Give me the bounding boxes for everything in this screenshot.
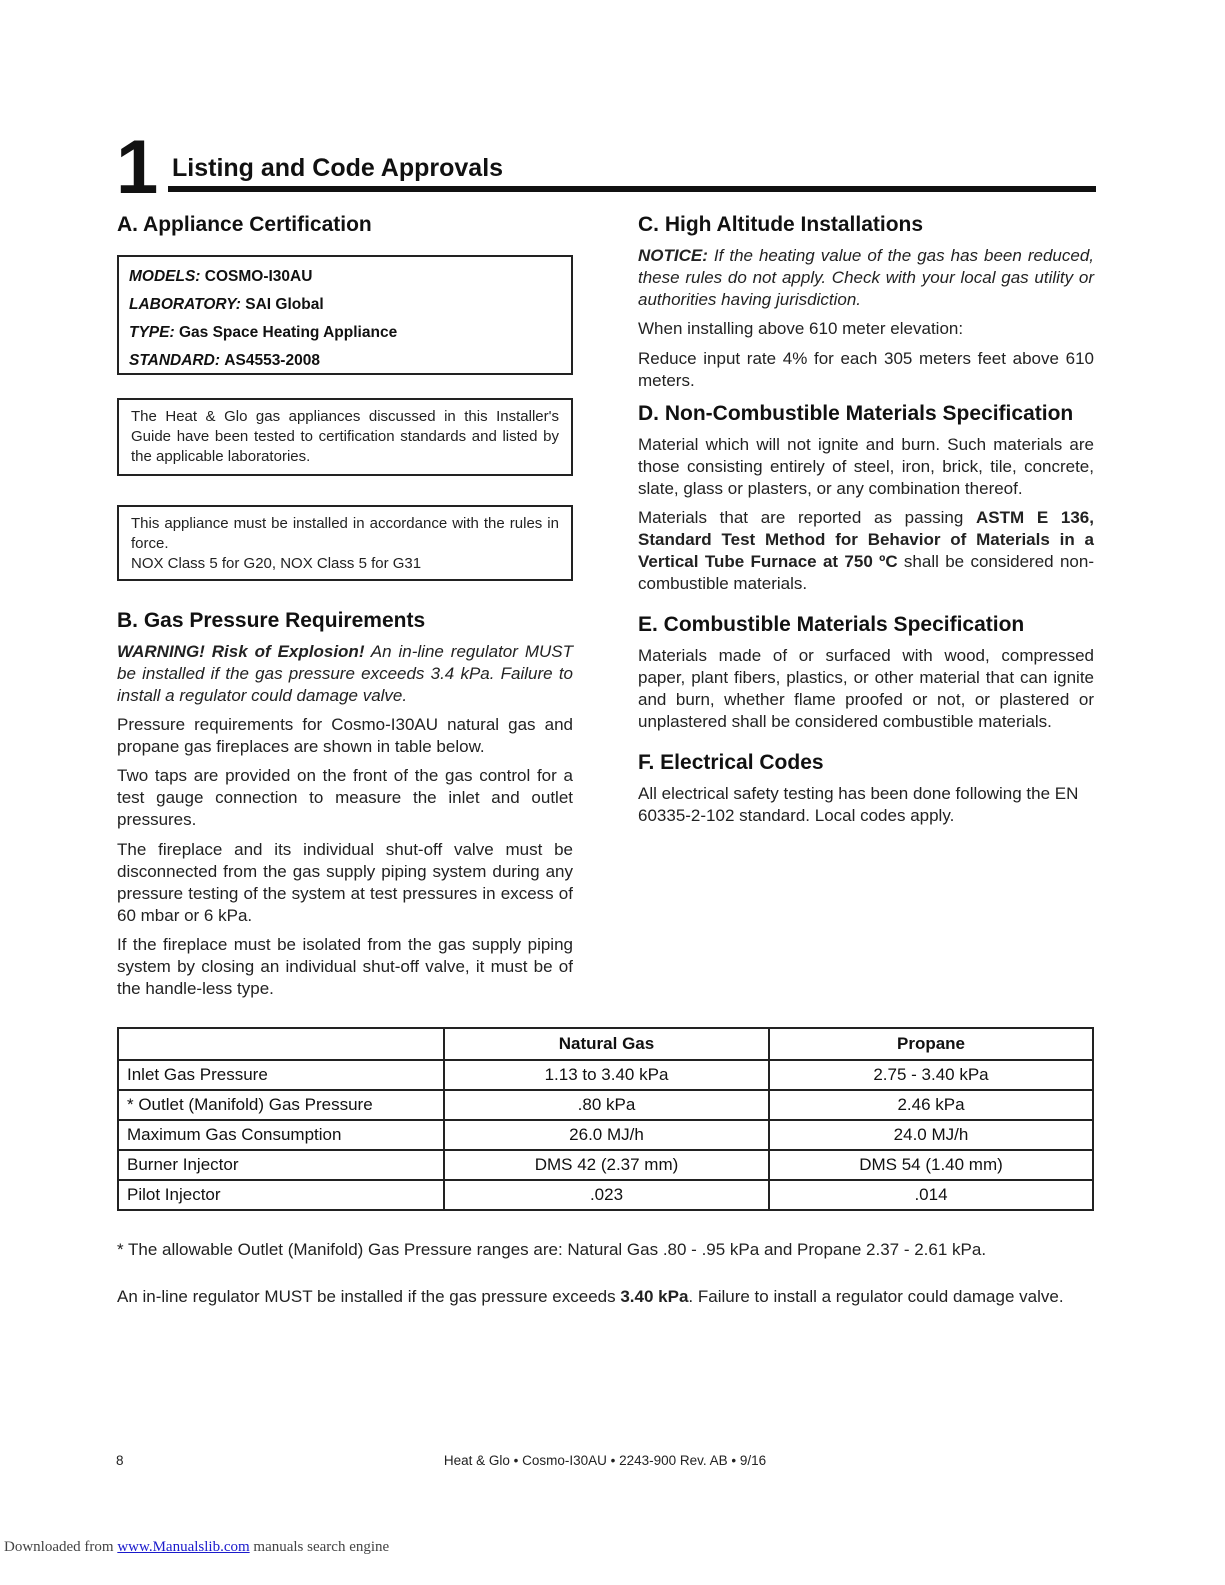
disconnect-text: The fireplace and its individual shut-off valve must be disconnected from the gas supply piping system during any pressure testing of the system at test pressures in excess of 60 mbar or 6 kPa. [117, 840, 573, 925]
section-b-heading: B. Gas Pressure Requirements [117, 609, 426, 632]
natural-gas-value: .023 [444, 1180, 769, 1210]
table-row [118, 1090, 1093, 1120]
table-header-cell [118, 1028, 444, 1060]
table-header-row [118, 1028, 1093, 1060]
altitude-notice: NOTICE: If the heating value of the gas has been reduced, these rules do not apply. Check with your local gas utility or authorities having jurisdiction. [638, 246, 1094, 309]
explosion-warning: WARNING! Risk of Explosion! An in-line regulator MUST be installed if the gas pressure exceeds 3.4 kPa. Failure to install a regulator could damage valve. [117, 642, 573, 705]
warning-label: WARNING! Risk of Explosion! [117, 642, 365, 661]
test-taps-text: Two taps are provided on the front of the gas control for a test gauge connection to measure the inlet and outlet pressures. [117, 766, 573, 829]
laboratory-note-box: The Heat & Glo gas appliances discussed in this Installer's Guide have been tested to certification standards and listed by the applicable laboratories. [117, 398, 573, 476]
astm-text: Materials that are reported as passing ASTM E 136, Standard Test Method for Behavior of Materials in a Vertical Tube Furnace at 750 ºC shall be considered non-combustible materials. [638, 508, 1094, 593]
row-label: Burner Injector [118, 1150, 444, 1180]
electrical-codes-text: All electrical safety testing has been done following the EN 60335-2-102 standard. Local codes apply. [638, 784, 1079, 825]
nox-class-text: NOX Class 5 for G20, NOX Class 5 for G31 [131, 555, 422, 572]
non-combustible-definition: Material which will not ignite and burn. Such materials are those consisting entirely of steel, iron, brick, tile, concrete, slate, glass or plasters, or any combination thereof. [638, 435, 1094, 498]
natural-gas-value: .80 kPa [444, 1090, 769, 1120]
cert-type: TYPE: Gas Space Heating Appliance [129, 324, 398, 341]
certification-box [117, 255, 573, 375]
table-row [118, 1060, 1093, 1090]
section-d-heading: D. Non-Combustible Materials Specification [638, 402, 1074, 425]
chapter-title: Listing and Code Approvals [172, 154, 504, 182]
input-rate-text: Reduce input rate 4% for each 305 meters feet above 610 meters. [638, 349, 1094, 390]
regulator-threshold: 3.40 kPa [620, 1287, 689, 1306]
chapter-number: 1 [116, 125, 159, 210]
natural-gas-value: 26.0 MJ/h [444, 1120, 769, 1150]
page-number: 8 [116, 1453, 124, 1468]
section-e-heading: E. Combustible Materials Specification [638, 613, 1025, 636]
shutoff-valve-text: If the fireplace must be isolated from the gas supply piping system by closing an individual shut-off valve, it must be of the handle-less type. [117, 935, 573, 998]
allowable-pressure-note: * The allowable Outlet (Manifold) Gas Pressure ranges are: Natural Gas .80 - .95 kPa and Propane 2.37 - 2.61 kPa. [117, 1240, 987, 1259]
cert-standard: STANDARD: AS4553-2008 [129, 352, 320, 369]
chapter-rule [168, 186, 1096, 192]
propane-value: .014 [769, 1180, 1093, 1210]
table-row [118, 1150, 1093, 1180]
propane-value: 2.46 kPa [769, 1090, 1093, 1120]
notice-label: NOTICE: [638, 246, 708, 265]
installation-note-text: This appliance must be installed in accordance with the rules in force. [131, 515, 559, 552]
manualslib-link[interactable]: www.Manualslib.com [117, 1539, 250, 1555]
row-label: Pilot Injector [118, 1180, 444, 1210]
elevation-text: When installing above 610 meter elevation: [638, 319, 964, 338]
table-header-natural-gas: Natural Gas [444, 1028, 769, 1060]
regulator-note: An in-line regulator MUST be installed if the gas pressure exceeds 3.40 kPa. Failure to install a regulator could damage valve. [117, 1287, 1064, 1306]
astm-standard: ASTM E 136, Standard Test Method for Behavior of Materials in a Vertical Tube Furnace at 750 ºC [638, 508, 1094, 571]
propane-value: 24.0 MJ/h [769, 1120, 1093, 1150]
table-header-propane: Propane [769, 1028, 1093, 1060]
row-label: Maximum Gas Consumption [118, 1120, 444, 1150]
natural-gas-value: 1.13 to 3.40 kPa [444, 1060, 769, 1090]
natural-gas-value: DMS 42 (2.37 mm) [444, 1150, 769, 1180]
propane-value: 2.75 - 3.40 kPa [769, 1060, 1093, 1090]
table-row [118, 1120, 1093, 1150]
download-banner: Downloaded from www.Manualslib.com manuals search engine [4, 1539, 390, 1555]
row-label: * Outlet (Manifold) Gas Pressure [118, 1090, 444, 1120]
section-f-heading: F. Electrical Codes [638, 751, 824, 774]
combustible-definition: Materials made of or surfaced with wood, compressed paper, plant fibers, plastics, or other material that can ignite and burn, whether flame proofed or not, or plastered or unplastered shall be considered combustible materials. [638, 646, 1094, 731]
cert-laboratory: LABORATORY: SAI Global [129, 296, 324, 313]
footer-document-info: Heat & Glo • Cosmo-I30AU • 2243-900 Rev. AB • 9/16 [443, 1453, 767, 1468]
section-a-heading: A. Appliance Certification [117, 213, 372, 236]
row-label: Inlet Gas Pressure [118, 1060, 444, 1090]
propane-value: DMS 54 (1.40 mm) [769, 1150, 1093, 1180]
pressure-requirements-text: Pressure requirements for Cosmo-I30AU natural gas and propane gas fireplaces are shown in table below. [117, 715, 573, 756]
cert-models: MODELS: COSMO-I30AU [129, 268, 313, 285]
section-c-heading: C. High Altitude Installations [638, 213, 924, 236]
gas-pressure-table [117, 1027, 1094, 1211]
table-row [118, 1180, 1093, 1210]
installation-note-box [117, 505, 573, 581]
